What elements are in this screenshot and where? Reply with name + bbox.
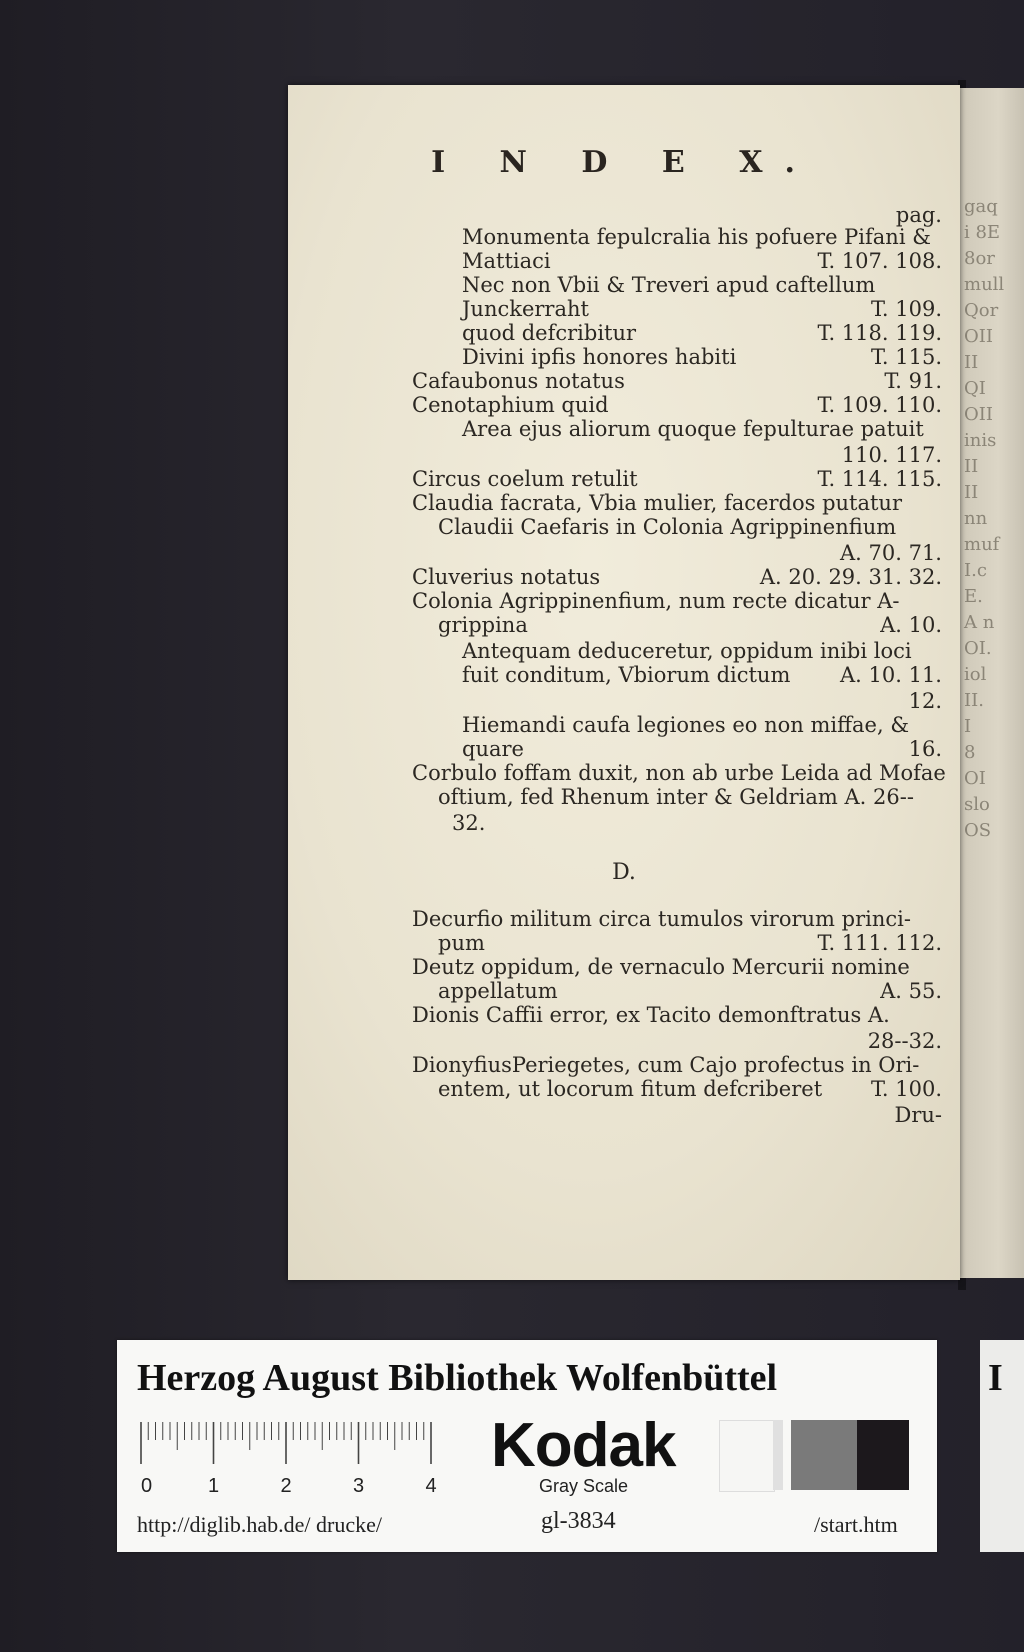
- index-entry-text: entem, ut locorum fitum defcriberet: [438, 1077, 823, 1101]
- adjacent-page-fragment: II: [964, 482, 979, 503]
- index-entry-text: Cafaubonus notatus: [412, 369, 625, 393]
- index-entry-text: Antequam deduceretur, oppidum inibi loci: [462, 639, 912, 663]
- url-right: /start.htm: [814, 1512, 898, 1537]
- section-letter: D.: [612, 860, 636, 885]
- index-entry-text: 32.: [452, 811, 486, 835]
- adjacent-page-fragment: 8or: [964, 248, 995, 269]
- index-entry-text: fuit conditum, Vbiorum dictum: [462, 663, 791, 687]
- index-entry-text: Cluverius notatus: [412, 565, 601, 589]
- index-entry-pages: A. 55.: [880, 979, 942, 1003]
- index-entry-pages: A. 10.: [880, 613, 942, 637]
- adjacent-page-fragment: OI.: [964, 638, 992, 659]
- index-entry-pages: 110. 117.: [841, 443, 942, 467]
- adjacent-page-fragment: Qor: [964, 300, 999, 321]
- index-entry-text: Deutz oppidum, de vernaculo Mercurii nomine: [412, 955, 910, 979]
- adjacent-page-fragment: OII: [964, 326, 993, 347]
- page-heading: I N D E X.: [431, 145, 817, 180]
- adjacent-page-fragment: muf: [964, 534, 1000, 555]
- ruler-label: 2: [280, 1475, 292, 1497]
- index-entry-text: Dionis Caffii error, ex Tacito demonftratus A.: [412, 1003, 890, 1027]
- adjacent-page-fragment: OII: [964, 404, 993, 425]
- index-entry-pages: A. 20. 29. 31. 32.: [759, 565, 942, 589]
- card-title: Herzog August Bibliothek Wolfenbüttel: [137, 1357, 778, 1399]
- index-entry-text: Divini ipfis honores habiti: [462, 345, 737, 369]
- index-entry-pages: T. 91.: [884, 369, 942, 393]
- index-entry-text: quare: [462, 737, 524, 761]
- kodak-logo: Kodak: [491, 1411, 676, 1480]
- index-entry-text: Claudia facrata, Vbia mulier, facerdos putatur: [412, 491, 902, 515]
- adjacent-page-fragment: E.: [964, 586, 983, 607]
- gray-scale-label: Gray Scale: [539, 1476, 629, 1496]
- ruler-label: 0: [141, 1475, 153, 1497]
- ruler-label: 1: [207, 1475, 220, 1497]
- adjacent-page: [960, 88, 1024, 1278]
- index-entry-text: Area ejus aliorum quoque fepulturae patuit: [462, 417, 924, 441]
- index-entry-pages: T. 118. 119.: [817, 321, 942, 345]
- adjacent-page-fragment: A n: [964, 612, 995, 633]
- adjacent-page-fragment: nn: [964, 508, 988, 529]
- swatch-mid-gray: [791, 1420, 857, 1490]
- adjacent-page-fragment: slo: [964, 794, 990, 815]
- adjacent-page-fragment: II.: [964, 690, 984, 711]
- index-entry-pages: 28--32.: [867, 1029, 942, 1053]
- url-left: http://diglib.hab.de/ drucke/: [137, 1512, 383, 1537]
- index-entry-pages: T. 114. 115.: [817, 467, 942, 491]
- index-entry-pages: pag.: [895, 203, 942, 227]
- swatch-white: [719, 1420, 775, 1492]
- index-entry-text: Corbulo foffam duxit, non ab urbe Leida ad Mofae: [412, 761, 946, 785]
- adjacent-page-fragment: I.c: [964, 560, 987, 581]
- index-entry-text: Hiemandi caufa legiones eo non miffae, &: [462, 713, 910, 737]
- index-entry-text: pum: [438, 931, 485, 955]
- index-entry-pages: T. 111. 112.: [817, 931, 942, 955]
- index-entry-text: Nec non Vbii & Treveri apud caftellum: [462, 273, 876, 297]
- swatch-dark: [857, 1420, 909, 1490]
- index-entry-text: Claudii Caefaris in Colonia Agrippinenfium: [438, 515, 897, 539]
- adjacent-page-fragment: mull: [964, 274, 1005, 295]
- card-id: gl-3834: [541, 1508, 616, 1534]
- adjacent-page-fragment: OS: [964, 820, 992, 841]
- index-entry-text: Monumenta fepulcralia his pofuere Pifani &: [462, 225, 931, 249]
- swatch-light-gray: [773, 1420, 783, 1490]
- index-entry-text: quod defcribitur: [462, 321, 637, 345]
- index-entry-text: grippina: [438, 613, 528, 637]
- adjacent-page-fragment: OI: [964, 768, 986, 789]
- index-entry-text: Decurfio militum circa tumulos virorum princi-: [412, 907, 911, 931]
- index-entry-text: Junckerraht: [462, 297, 589, 321]
- index-entry-pages: T. 100.: [870, 1077, 942, 1101]
- index-entry-pages: T. 109.: [870, 297, 942, 321]
- index-entry-text: Circus coelum retulit: [412, 467, 638, 491]
- adjacent-page-fragment: iol: [964, 664, 987, 685]
- calibration-card: [117, 1340, 937, 1552]
- index-entry-pages: T. 115.: [870, 345, 942, 369]
- ruler-label: 3: [352, 1475, 365, 1497]
- index-entry-text: appellatum: [438, 979, 558, 1003]
- index-entry-pages: 12.: [908, 689, 942, 713]
- index-entry-pages: A. 10. 11.: [840, 663, 942, 687]
- adjacent-page-fragment: inis: [964, 430, 997, 451]
- index-entry-pages: T. 107. 108.: [817, 249, 942, 273]
- index-entry-text: Mattiaci: [462, 249, 551, 273]
- index-entry-text: Colonia Agrippinenfium, num recte dicatur A-: [412, 589, 900, 613]
- index-entry-pages: A. 70. 71.: [840, 541, 942, 565]
- adjacent-card-fragment: I: [988, 1357, 1003, 1399]
- adjacent-page-fragment: i 8E: [964, 222, 1001, 243]
- index-entry-text: Cenotaphium quid: [412, 393, 609, 417]
- index-entry-pages: Dru-: [894, 1103, 942, 1127]
- adjacent-page-fragment: QI: [964, 378, 986, 399]
- adjacent-page-fragment: 8: [964, 742, 976, 763]
- adjacent-card: [980, 1340, 1024, 1552]
- index-entry-text: oftium, fed Rhenum inter & Geldriam A. 26--: [438, 785, 914, 809]
- ruler-scale: [137, 1420, 477, 1502]
- adjacent-page-fragment: I: [964, 716, 972, 737]
- adjacent-page-fragment: gaq: [964, 196, 998, 217]
- adjacent-page-fragment: II: [964, 456, 979, 477]
- index-entry-pages: T. 109. 110.: [817, 393, 942, 417]
- index-entry-text: DionyfiusPeriegetes, cum Cajo profectus in Ori-: [412, 1053, 920, 1077]
- ruler-label: 4: [425, 1475, 437, 1497]
- gray-scale-swatches: [719, 1420, 909, 1490]
- book-page: [288, 85, 960, 1280]
- adjacent-page-fragment: II: [964, 352, 979, 373]
- index-entry-pages: 16.: [908, 737, 942, 761]
